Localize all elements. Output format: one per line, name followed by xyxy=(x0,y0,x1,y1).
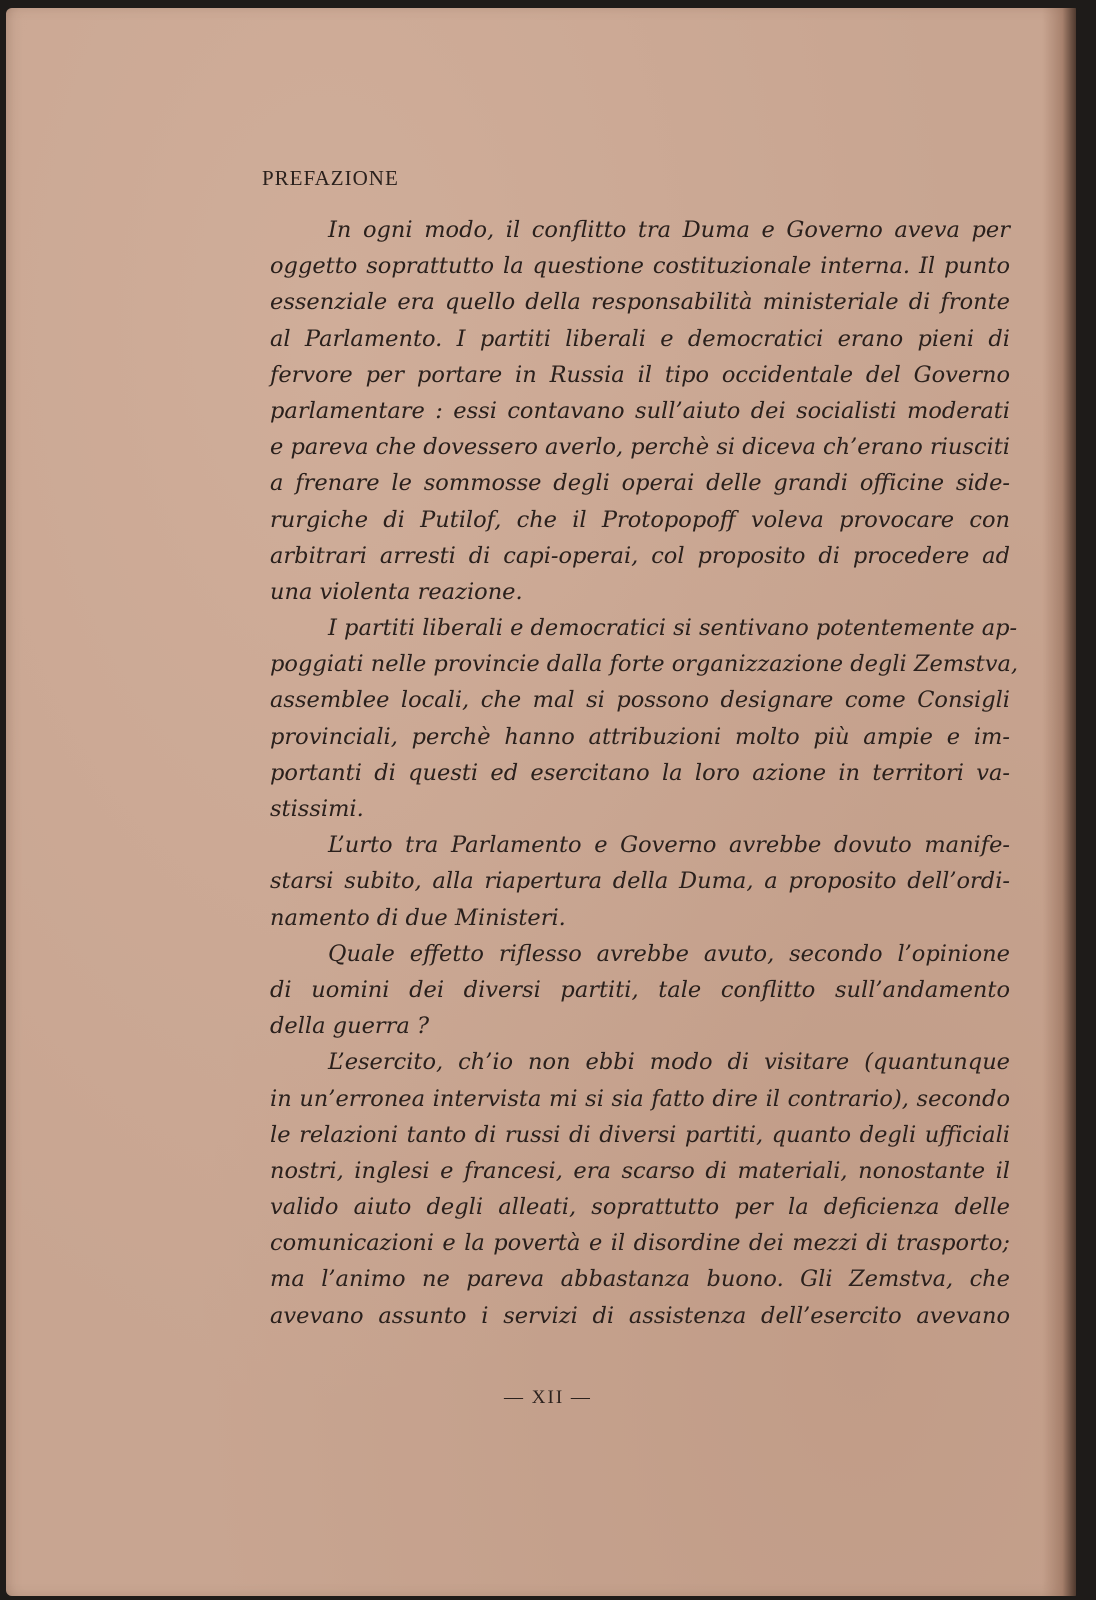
text-line: nostri, inglesi e francesi, era scarso di materiali, nonostante il xyxy=(270,1157,1010,1184)
text-line: di uomini dei diversi partiti, tale conflitto sull’andamento xyxy=(270,976,1010,1003)
text-line: valido aiuto degli alleati, soprattutto per la deficienza delle xyxy=(270,1194,1010,1221)
text-line: starsi subito, alla riapertura della Duma, a proposito dell’ordi- xyxy=(270,868,1010,895)
text-line: una violenta reazione. xyxy=(270,578,523,605)
text-line: portanti di questi ed esercitano la loro azione in territori va- xyxy=(270,759,1010,786)
text-line: Quale effetto riflesso avrebbe avuto, secondo l’opinione xyxy=(328,940,1010,967)
text-line: rurgiche di Putilof, che il Protopopoff voleva provocare con xyxy=(270,506,1010,533)
page-edge-shadow xyxy=(1042,8,1076,1596)
text-line: della guerra ? xyxy=(270,1013,430,1040)
text-line: in un’erronea intervista mi si sia fatto dire il contrario), secondo xyxy=(270,1085,1010,1112)
text-line: stissimi. xyxy=(270,796,364,822)
text-line: L’esercito, ch’io non ebbi modo di visitare (quantunque xyxy=(328,1049,1010,1076)
text-line: e pareva che dovessero averlo, perchè si diceva ch’erano riusciti xyxy=(270,434,1010,461)
text-line: assemblee locali, che mal si possono designare come Consigli xyxy=(270,687,1010,714)
text-line: a frenare le sommosse degli operai delle grandi officine side- xyxy=(270,470,1010,497)
text-line: In ogni modo, il conflitto tra Duma e Governo aveva per xyxy=(328,217,1010,243)
text-line: L’urto tra Parlamento e Governo avrebbe dovuto manife- xyxy=(328,832,1010,859)
text-line: comunicazioni e la povertà e il disordine dei mezzi di trasporto; xyxy=(270,1230,1010,1257)
text-line: avevano assunto i servizi di assistenza dell’esercito avevano xyxy=(270,1302,1010,1329)
text-line: namento di due Ministeri. xyxy=(270,904,566,931)
text-line: parlamentare : essi contavano sull’aiuto dei socialisti moderati xyxy=(270,397,1010,424)
text-line: I partiti liberali e democratici si sentivano potentemente ap- xyxy=(328,615,1018,642)
text-line: poggiati nelle provincie dalla forte organizzazione degli Zemstva, xyxy=(270,651,1019,678)
text-line: essenziale era quello della responsabilità ministeriale di fronte xyxy=(270,289,1010,316)
text-line: le relazioni tanto di russi di diversi partiti, quanto degli ufficiali xyxy=(270,1121,1010,1148)
text-line: oggetto soprattutto la questione costituzionale interna. Il punto xyxy=(270,253,1010,280)
text-line: al Parlamento. I partiti liberali e democratici erano pieni di xyxy=(270,325,1010,352)
text-line: provinciali, perchè hanno attribuzioni molto più ampie e im- xyxy=(270,723,1010,750)
text-line: ma l’animo ne pareva abbastanza buono. Gli Zemstva, che xyxy=(270,1266,1010,1293)
body-text xyxy=(270,212,1019,1334)
text-line: fervore per portare in Russia il tipo occidentale del Governo xyxy=(270,361,1010,388)
text-line: arbitrari arresti di capi-operai, col proposito di procedere ad xyxy=(270,542,1010,569)
running-header: PREFAZIONE xyxy=(262,166,399,190)
page-number: — XII — xyxy=(504,1387,592,1408)
